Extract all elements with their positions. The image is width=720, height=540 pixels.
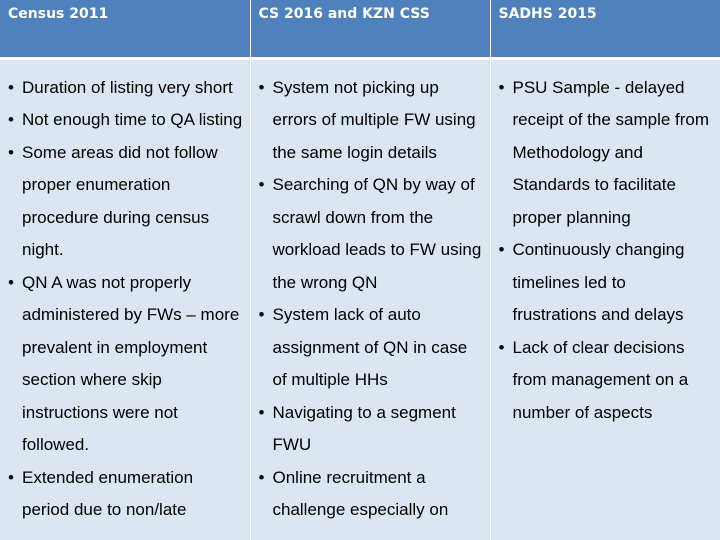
column-body-cs-2016-kzn-css: [250, 58, 490, 540]
bullet-list: [8, 72, 244, 527]
column-header-sadhs-2015: SADHS 2015: [490, 0, 720, 58]
list-item: • Extended enumeration period due to non/late: [8, 462, 244, 527]
list-item: • System not picking up errors of multiple FW using the same login details: [259, 72, 484, 170]
body-row: [0, 58, 720, 540]
header-row: [0, 0, 720, 58]
list-item: • Lack of clear decisions from management on a number of aspects: [499, 332, 715, 430]
list-item: • PSU Sample - delayed receipt of the sample from Methodology and Standards to facilitate proper planning: [499, 72, 715, 235]
list-item: • Online recruitment a challenge especially on: [259, 462, 484, 527]
list-item: • Duration of listing very short: [8, 72, 244, 105]
list-item: • System lack of auto assignment of QN in case of multiple HHs: [259, 299, 484, 397]
list-item: • Not enough time to QA listing: [8, 104, 244, 137]
list-item: • Navigating to a segment FWU: [259, 397, 484, 462]
list-item: • Continuously changing timelines led to frustrations and delays: [499, 234, 715, 332]
column-header-census-2011: Census 2011: [0, 0, 250, 58]
list-item: • Some areas did not follow proper enumeration procedure during census night.: [8, 137, 244, 267]
column-header-cs-2016-kzn-css: CS 2016 and KZN CSS: [250, 0, 490, 58]
bullet-list: [499, 72, 715, 430]
bullet-list: [259, 72, 484, 527]
list-item: • QN A was not properly administered by FWs – more prevalent in employment section where skip instructions were not followed.: [8, 267, 244, 462]
list-item: • Searching of QN by way of scrawl down from the workload leads to FW using the wrong QN: [259, 169, 484, 299]
column-body-census-2011: [0, 58, 250, 540]
column-body-sadhs-2015: [490, 58, 720, 540]
